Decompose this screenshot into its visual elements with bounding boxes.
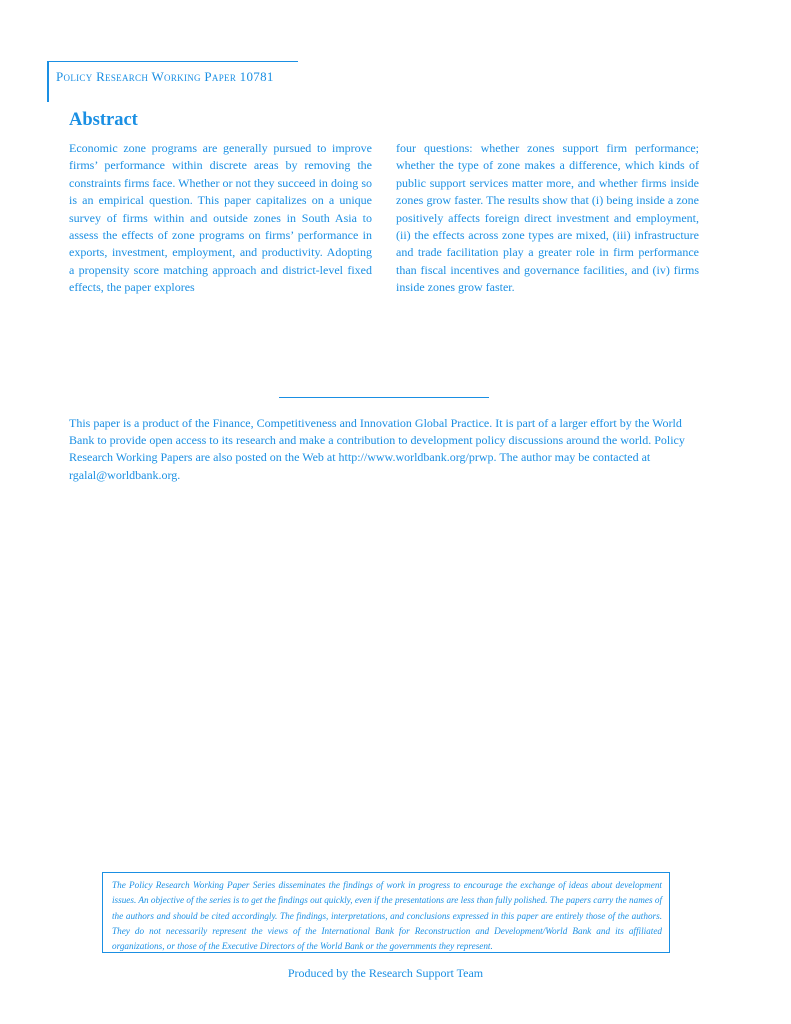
series-title-rule-top: [48, 61, 298, 62]
series-title-rule-left: [47, 61, 49, 102]
disclaimer-text: The Policy Research Working Paper Series disseminates the findings of work in progress to encourage the exchange of ideas about development issues. An objective of the series is to get the findings out quickly, even if the presentations are less than fully polished. The papers carry the names of the authors and should be cited accordingly. The findings, interpretations, and conclusions expressed in this paper are entirely those of the authors. They do not necessarily represent the views of the International Bank for Reconstruction and Development/World Bank and its affiliated organizations, or those of the Executive Directors of the World Bank or the governments they represent.: [112, 880, 662, 952]
abstract-column-right: four questions: whether zones support firm performance; whether the type of zone makes a difference, which kinds of public support services matter more, and whether firms inside zones grow faster. The results show that (i) being inside a zone positively affects foreign direct investment and employment, (ii) the effects across zone types are mixed, (iii) infrastructure and trade facilitation play a greater role in firm performance than fiscal incentives and governance facilities, and (iv) firms inside zones grow faster.: [396, 141, 699, 295]
section-divider: [279, 397, 489, 398]
product-note: This paper is a product of the Finance, Competitiveness and Innovation Global Practice. It is part of a larger effort by the World Bank to provide open access to its research and make a contribution to development policy discussions around the world. Policy Research Working Papers are also posted on the Web at http://www.worldbank.org/prwp. The author may be contacted at rgalal@worldbank.org.: [69, 416, 685, 482]
disclaimer-box: [102, 872, 670, 953]
abstract-heading: Abstract: [69, 110, 138, 130]
produced-by-footer: Produced by the Research Support Team: [287, 966, 484, 980]
series-title: Policy Research Working Paper 10781: [56, 69, 274, 84]
abstract-column-left: Economic zone programs are generally pursued to improve firms’ performance within discrete areas by removing the constraints firms face. Whether or not they succeed in doing so is an empirical question. This paper capitalizes on a unique survey of firms within and outside zones in South Asia to assess the effects of zone programs on firms’ performance in exports, investment, employment, and productivity. Adopting a propensity score matching approach and district-level fixed effects, the paper explores: [69, 141, 372, 295]
